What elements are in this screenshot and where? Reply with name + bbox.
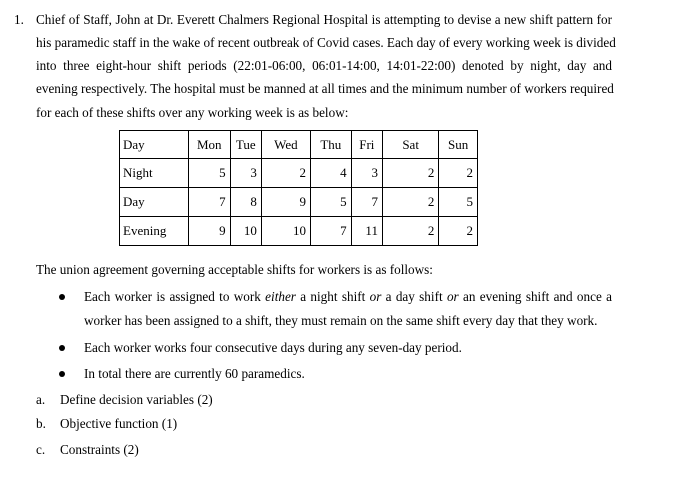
table-cell: 2 (439, 159, 478, 188)
table-cell: 9 (188, 217, 230, 246)
union-intro: The union agreement governing acceptable shifts for workers is as follows: (36, 262, 433, 277)
header-sun: Sun (439, 131, 478, 159)
row-label-evening: Evening (120, 217, 189, 246)
row-label-day: Day (120, 188, 189, 217)
table-cell: 3 (351, 159, 382, 188)
table-cell: 2 (382, 217, 438, 246)
table-cell: 2 (261, 159, 310, 188)
table-cell: 10 (261, 217, 310, 246)
part-c-letter: c. (36, 442, 46, 457)
bullet-2: Each worker works four consecutive days during any seven-day period. (84, 340, 462, 355)
part-b-letter: b. (36, 416, 46, 431)
question-line-2: his paramedic staff in the wake of recent outbreak of Covid cases. Each day of every working week is divided (36, 35, 616, 50)
bullet-icon (59, 345, 65, 351)
table-row-evening (120, 217, 478, 246)
table-cell: 5 (439, 188, 478, 217)
table-cell: 5 (310, 188, 351, 217)
emphasis-or: or (369, 289, 382, 304)
part-c-text: Constraints (2) (60, 442, 139, 457)
question-line-4: evening respectively. The hospital must be manned at all times and the minimum number of workers required (36, 81, 614, 96)
header-day: Day (120, 131, 189, 159)
emphasis-or: or (446, 289, 459, 304)
bullet-3: In total there are currently 60 paramedics. (84, 366, 305, 381)
table-cell: 2 (382, 159, 438, 188)
table-row-night (120, 159, 478, 188)
part-a-letter: a. (36, 392, 46, 407)
table-cell: 7 (310, 217, 351, 246)
header-thu: Thu (310, 131, 351, 159)
table-cell: 3 (230, 159, 261, 188)
table-row-day (120, 188, 478, 217)
table-cell: 8 (230, 188, 261, 217)
row-label-night: Night (120, 159, 189, 188)
bullet-icon (59, 294, 65, 300)
table-cell: 7 (188, 188, 230, 217)
question-number: 1. (14, 12, 24, 27)
question-line-1: Chief of Staff, John at Dr. Everett Chalmers Regional Hospital is attempting to devise a new shift pattern for (36, 12, 612, 27)
shift-requirements-table (119, 130, 478, 246)
table-cell: 10 (230, 217, 261, 246)
emphasis-either: either (265, 289, 296, 304)
table-cell: 5 (188, 159, 230, 188)
table-cell: 2 (439, 217, 478, 246)
question-line-3: into three eight-hour shift periods (22:01-06:00, 06:01-14:00, 14:01-22:00) denoted by night, day and (36, 58, 612, 73)
table-cell: 2 (382, 188, 438, 217)
table-cell: 9 (261, 188, 310, 217)
table-cell: 11 (351, 217, 382, 246)
bullet-1-line-2: worker has been assigned to a shift, they must remain on the same shift every day that they work. (84, 313, 598, 328)
header-sat: Sat (382, 131, 438, 159)
table-header-row (120, 131, 478, 159)
header-mon: Mon (188, 131, 230, 159)
header-fri: Fri (351, 131, 382, 159)
part-b-text: Objective function (1) (60, 416, 178, 431)
question-line-5: for each of these shifts over any working week is as below: (36, 105, 349, 120)
part-a-text: Define decision variables (2) (60, 392, 213, 407)
table-cell: 7 (351, 188, 382, 217)
bullet-icon (59, 371, 65, 377)
header-tue: Tue (230, 131, 261, 159)
table-cell: 4 (310, 159, 351, 188)
header-wed: Wed (261, 131, 310, 159)
bullet-1-line-1: Each worker is assigned to work either a night shift or a day shift or an evening shift and once a (84, 289, 612, 304)
